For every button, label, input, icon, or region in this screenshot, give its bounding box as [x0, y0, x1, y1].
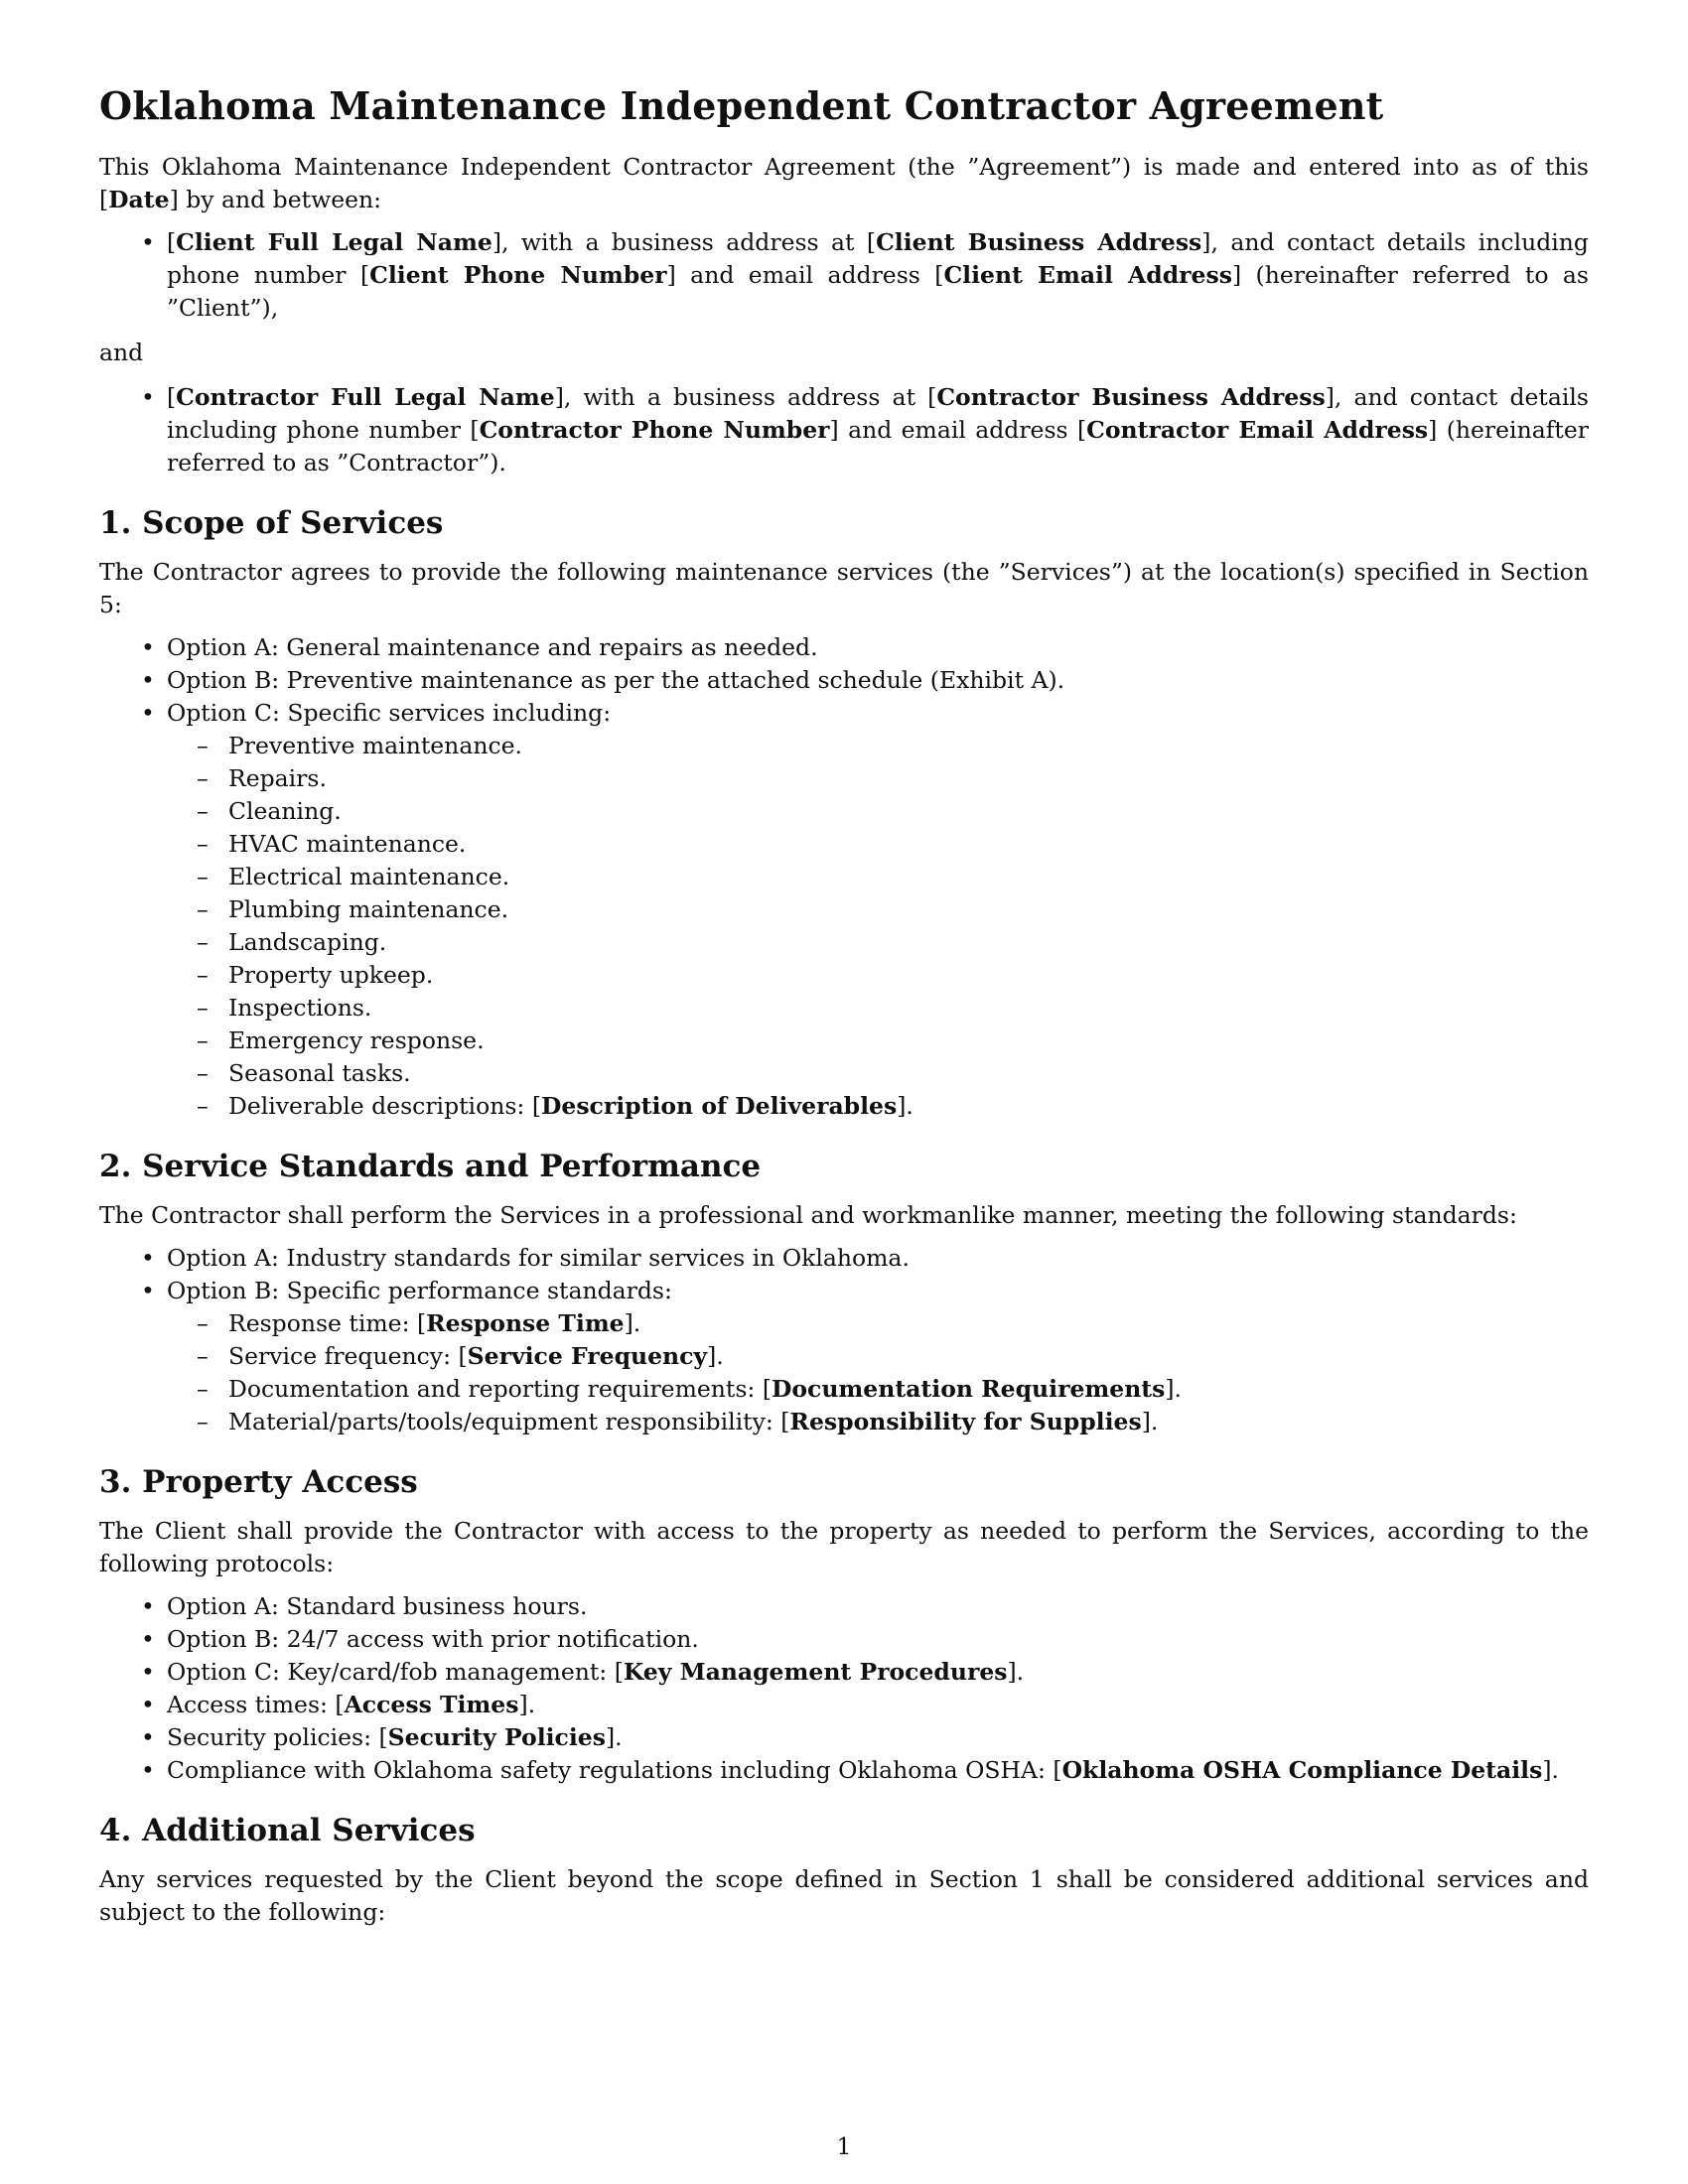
list-item: – Repairs.: [167, 762, 1589, 795]
list-item: – Landscaping.: [167, 926, 1589, 959]
list-item: – Documentation and reporting requirements: [Documentation Requirements].: [167, 1373, 1589, 1406]
bullet-icon: •: [141, 1658, 155, 1687]
section-2-paragraph: The Contractor shall perform the Services in a professional and workmanlike manner, meeting the following standards:: [99, 1200, 1517, 1229]
dash-icon: –: [197, 862, 209, 890]
bullet-icon: •: [141, 382, 155, 411]
list-item: – Material/parts/tools/equipment responsibility: [Responsibility for Supplies].: [167, 1406, 1589, 1438]
list-item: • Option B: Specific performance standards: – Response time: [Response Time]. – Service frequency: [Service Frequency]. – Documentation and reporting requirements: [Documentation Requirements]. – Material/parts/tools/equipment responsibility: [Responsibility for Supplies].: [99, 1275, 1589, 1438]
bullet-icon: •: [141, 1691, 155, 1719]
dash-icon: –: [197, 1374, 209, 1403]
performance-standards-list: [167, 1307, 1589, 1438]
specific-services-list: [167, 730, 1589, 1123]
section-heading-standards: 2. Service Standards and Performance: [99, 1148, 762, 1184]
contractor-party-item: • [Contractor Full Legal Name], with a business address at [Contractor Business Address], and contact details including phone number [Contractor Phone Number] and email address [Contractor Email Address] (hereinafter referred to as ”Contractor”).: [141, 382, 1590, 477]
document-page: [99, 83, 1589, 1939]
dash-icon: –: [197, 1091, 209, 1120]
bullet-icon: •: [141, 1276, 155, 1304]
list-item: – Service frequency: [Service Frequency].: [167, 1340, 1589, 1373]
document-title: Oklahoma Maintenance Independent Contractor Agreement: [99, 83, 1384, 128]
section-heading-additional: 4. Additional Services: [99, 1813, 476, 1849]
list-item: – Deliverable descriptions: [Description of Deliverables].: [167, 1090, 1589, 1123]
list-item: – Response time: [Response Time].: [167, 1307, 1589, 1340]
access-list: [99, 1590, 1589, 1787]
list-item: • Access times: [Access Times].: [99, 1689, 1589, 1721]
section-4-paragraph: Any services requested by the Client beyond the scope defined in Section 1 shall be considered additional services and subject to the following:: [99, 1865, 1589, 1927]
client-party-item: • [Client Full Legal Name], with a business address at [Client Business Address], and contact details including phone number [Client Phone Number] and email address [Client Email Address] (hereinafter referred to as ”Client”),: [141, 227, 1589, 322]
page-number: 1: [836, 2132, 852, 2160]
bullet-icon: •: [141, 227, 155, 256]
dash-icon: –: [197, 1407, 209, 1435]
dash-icon: –: [197, 763, 209, 792]
section-heading-access: 3. Property Access: [99, 1463, 418, 1500]
standards-list: [99, 1242, 1589, 1438]
dash-icon: –: [197, 731, 209, 759]
bullet-icon: •: [141, 698, 155, 727]
date-placeholder: Date: [108, 185, 170, 213]
section-1-paragraph: The Contractor agrees to provide the following maintenance services (the ”Services”) at the location(s) specified in Section 5:: [99, 557, 1589, 618]
bullet-icon: •: [141, 665, 155, 694]
list-item: • Option B: 24/7 access with prior notification.: [99, 1623, 1589, 1656]
dash-icon: –: [197, 1025, 209, 1054]
intro-paragraph: This Oklahoma Maintenance Independent Contractor Agreement (the ”Agreement”) is made and entered into as of this [Date] by and between:: [99, 152, 1589, 213]
list-item: • Option B: Preventive maintenance as per the attached schedule (Exhibit A).: [99, 664, 1589, 697]
scope-options-list: [99, 631, 1589, 1123]
list-item: • Option A: Standard business hours.: [99, 1590, 1589, 1623]
list-item: – HVAC maintenance.: [167, 828, 1589, 861]
bullet-icon: •: [141, 1756, 155, 1785]
section-3-paragraph: The Client shall provide the Contractor with access to the property as needed to perform the Services, according to the following protocols:: [99, 1517, 1589, 1578]
list-item: • Option A: General maintenance and repairs as needed.: [99, 631, 1589, 664]
bullet-icon: •: [141, 1723, 155, 1752]
list-item: • Option A: Industry standards for similar services in Oklahoma.: [99, 1242, 1589, 1275]
dash-icon: –: [197, 993, 209, 1022]
dash-icon: –: [197, 894, 209, 923]
party-list-contractor: [99, 381, 1589, 479]
list-item: – Cleaning.: [167, 795, 1589, 828]
and-text: and: [99, 338, 144, 366]
section-heading-scope: 1. Scope of Services: [99, 504, 444, 541]
list-item: – Plumbing maintenance.: [167, 893, 1589, 926]
list-item: – Property upkeep.: [167, 959, 1589, 992]
dash-icon: –: [197, 1058, 209, 1087]
list-item: – Electrical maintenance.: [167, 861, 1589, 893]
list-item: • Security policies: [Security Policies].: [99, 1721, 1589, 1754]
bullet-icon: •: [141, 632, 155, 661]
list-item: – Inspections.: [167, 992, 1589, 1024]
dash-icon: –: [197, 1341, 209, 1370]
dash-icon: –: [197, 927, 209, 956]
list-item: • Compliance with Oklahoma safety regulations including Oklahoma OSHA: [Oklahoma OSHA Compliance Details].: [99, 1754, 1589, 1787]
list-item: • Option C: Specific services including: – Preventive maintenance. – Repairs. – Cleaning. – HVAC maintenance. – Electrical maintenance. – Plumbing maintenance. – Landscaping. – Property upkeep. – Inspections. – Emergency response. – Seasonal tasks. – Deliverable descriptions: [Description of Deliverables].: [99, 697, 1589, 1123]
bullet-icon: •: [141, 1243, 155, 1272]
list-item: – Seasonal tasks.: [167, 1057, 1589, 1090]
dash-icon: –: [197, 829, 209, 858]
list-item: – Emergency response.: [167, 1024, 1589, 1057]
list-item: – Preventive maintenance.: [167, 730, 1589, 762]
dash-icon: –: [197, 960, 209, 989]
dash-icon: –: [197, 796, 209, 825]
bullet-icon: •: [141, 1625, 155, 1654]
list-item: • Option C: Key/card/fob management: [Key Management Procedures].: [99, 1656, 1589, 1689]
dash-icon: –: [197, 1308, 209, 1337]
party-list-client: [99, 226, 1589, 325]
bullet-icon: •: [141, 1592, 155, 1621]
